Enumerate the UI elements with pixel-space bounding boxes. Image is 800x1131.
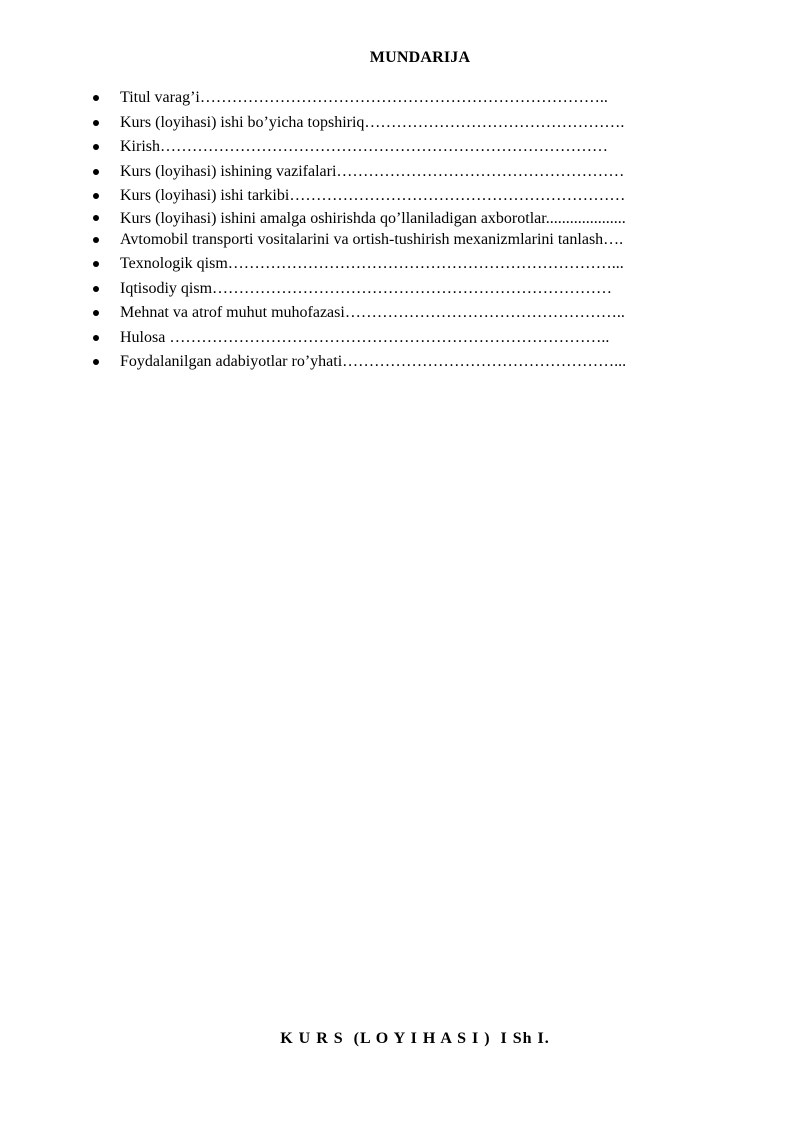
bullet-icon [93,120,99,126]
bullet-icon [93,237,99,243]
toc-item-text: Kirish………………………………………………………………………… [120,138,608,155]
bullet-icon [93,359,99,365]
bullet-icon [93,193,99,199]
bullet-icon [93,261,99,267]
bullet-icon [93,310,99,316]
toc-item-text: Titul varag’i………………………………………………………………….. [120,89,608,106]
bullet-icon [93,95,99,101]
toc-item-text: Mehnat va atrof muhut muhofazasi…………………………………………….. [120,304,625,321]
toc-item [90,86,730,111]
toc-item-text: Kurs (loyihasi) ishi tarkibi……………………………………………………… [120,187,626,204]
toc-item [90,326,730,351]
toc-item [90,135,730,160]
bullet-icon [93,169,99,175]
toc-item [90,301,730,326]
toc-item-text: Kurs (loyihasi) ishi bo’yicha topshiriq…………………………………………. [120,113,625,131]
toc-item-text: Avtomobil transporti vositalarini va ortish-tushirish mexanizmlarini tanlash…. [120,230,624,248]
toc-item [90,209,730,228]
toc-item [90,228,730,253]
toc-item-text: Texnologik qism………………………………………………………………... [120,255,624,272]
bullet-icon [93,215,99,221]
toc-item [90,277,730,302]
toc-item [90,160,730,185]
toc-item-text: Kurs (loyihasi) ishining vazifalari……………………………………………… [120,162,625,180]
toc-item-text: Hulosa ……………………………………………………………………….. [120,328,610,346]
page-title: MUNDARIJA [369,49,471,66]
table-of-contents [90,86,730,375]
toc-item [90,252,730,277]
toc-item-text: Foydalanilgan adabiyotlar ro’yhati……………………………………………... [120,353,627,370]
bullet-icon [93,144,99,150]
footer-title: K U R S (L O Y I H A S I ) I Sh I. [280,1030,550,1047]
bullet-icon [93,335,99,341]
bullet-icon [93,286,99,292]
toc-item-text: Kurs (loyihasi) ishini amalga oshirishda qo’llaniladigan axborotlar.................... [120,209,626,227]
toc-item [90,184,730,209]
toc-item [90,111,730,136]
toc-item [90,350,730,375]
toc-item-text: Iqtisodiy qism………………………………………………………………… [120,279,613,297]
